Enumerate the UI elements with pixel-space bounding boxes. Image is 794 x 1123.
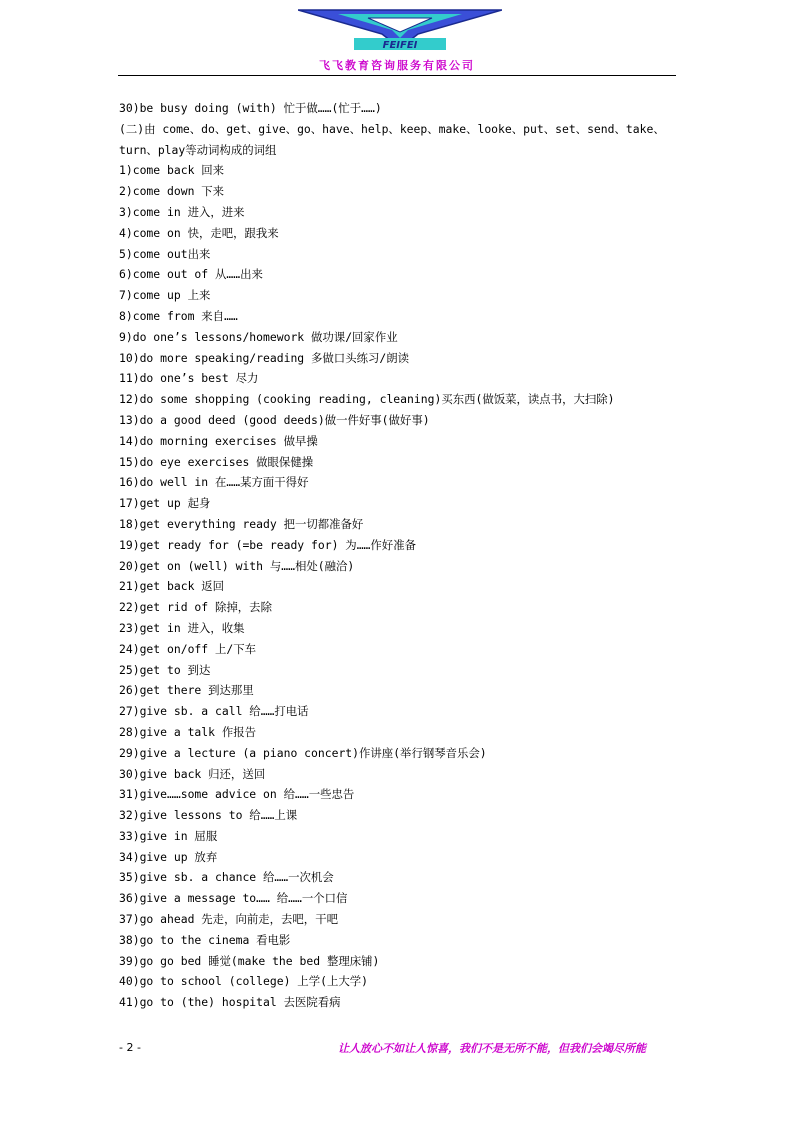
list-item: 25)get to 到达 <box>119 662 211 677</box>
company-name: 飞飞教育咨询服务有限公司 <box>319 59 475 72</box>
list-item: 39)go go bed 睡觉(make the bed 整理床铺) <box>119 953 380 968</box>
list-item: 10)do more speaking/reading 多做口头练习/朗读 <box>119 350 409 365</box>
list-item: 11)do one’s best 尽力 <box>119 371 259 386</box>
list-item: 23)get in 进入，收集 <box>119 620 245 635</box>
footer-slogan: 让人放心不如让人惊喜，我们不是无所不能，但我们会竭尽所能 <box>338 1042 646 1055</box>
list-item: 34)give up 放弃 <box>119 849 218 864</box>
company-logo <box>298 8 502 54</box>
list-item: 24)get on/off 上/下车 <box>119 641 257 656</box>
list-item: 29)give a lecture (a piano concert)作讲座(举行钢琴音乐会) <box>119 745 487 760</box>
list-item: 37)go ahead 先走，向前走，去吧，干吧 <box>119 912 338 927</box>
list-item: 40)go to school (college) 上学(上大学) <box>119 974 368 989</box>
list-item: 5)come out出来 <box>119 246 211 261</box>
list-item: 22)get rid of 除掉，去除 <box>119 600 272 615</box>
list-item: 31)give……some advice on 给……一些忠告 <box>119 787 355 802</box>
list-item: 15)do eye exercises 做眼保健操 <box>119 454 314 469</box>
section-heading: (二)由 come、do、get、give、go、have、help、keep、make、looke、put、set、send、take、turn、play等动词构成的词组 <box>119 121 665 157</box>
list-item: 36)give a message to…… 给……一个口信 <box>119 891 348 906</box>
list-item: 26)get there 到达那里 <box>119 683 254 698</box>
list-item: 1)come back 回来 <box>119 163 225 178</box>
list-item: 2)come down 下来 <box>119 184 225 199</box>
list-item: 18)get everything ready 把一切都准备好 <box>119 516 364 531</box>
list-item: 38)go to the cinema 看电影 <box>119 932 291 947</box>
list-item: 7)come up 上来 <box>119 288 211 303</box>
list-item: 6)come out of 从……出来 <box>119 267 263 282</box>
list-item: 17)get up 起身 <box>119 496 211 511</box>
list-item: 30)be busy doing (with) 忙于做……(忙于……) <box>119 101 382 115</box>
header-divider <box>118 75 676 76</box>
list-item: 35)give sb. a chance 给……一次机会 <box>119 870 334 885</box>
list-item: 27)give sb. a call 给……打电话 <box>119 704 309 719</box>
vocab-list <box>119 98 679 1013</box>
logo-text: FEIFEI <box>382 40 418 51</box>
list-item: 32)give lessons to 给……上课 <box>119 808 298 823</box>
list-item: 28)give a talk 作报告 <box>119 724 257 739</box>
list-item: 3)come in 进入，进来 <box>119 204 245 219</box>
list-item: 33)give in 屈服 <box>119 828 218 843</box>
list-item: 8)come from 来自…… <box>119 308 238 323</box>
list-item: 4)come on 快，走吧，跟我来 <box>119 225 279 240</box>
list-item: 30)give back 归还，送回 <box>119 766 266 781</box>
list-item: 13)do a good deed (good deeds)做一件好事(做好事) <box>119 412 430 427</box>
list-item: 14)do morning exercises 做早操 <box>119 433 318 448</box>
list-item: 16)do well in 在……某方面干得好 <box>119 475 309 490</box>
list-item: 20)get on (well) with 与……相处(融洽) <box>119 558 355 573</box>
page-number: - 2 - <box>119 1041 141 1054</box>
list-item: 21)get back 返回 <box>119 579 225 594</box>
list-item: 41)go to (the) hospital 去医院看病 <box>119 995 341 1010</box>
list-item: 12)do some shopping (cooking reading, cleaning)买东西(做饭菜，读点书，大扫除) <box>119 392 615 407</box>
list-item: 19)get ready for (=be ready for) 为……作好准备 <box>119 537 416 552</box>
list-item: 9)do one’s lessons/homework 做功课/回家作业 <box>119 329 398 344</box>
